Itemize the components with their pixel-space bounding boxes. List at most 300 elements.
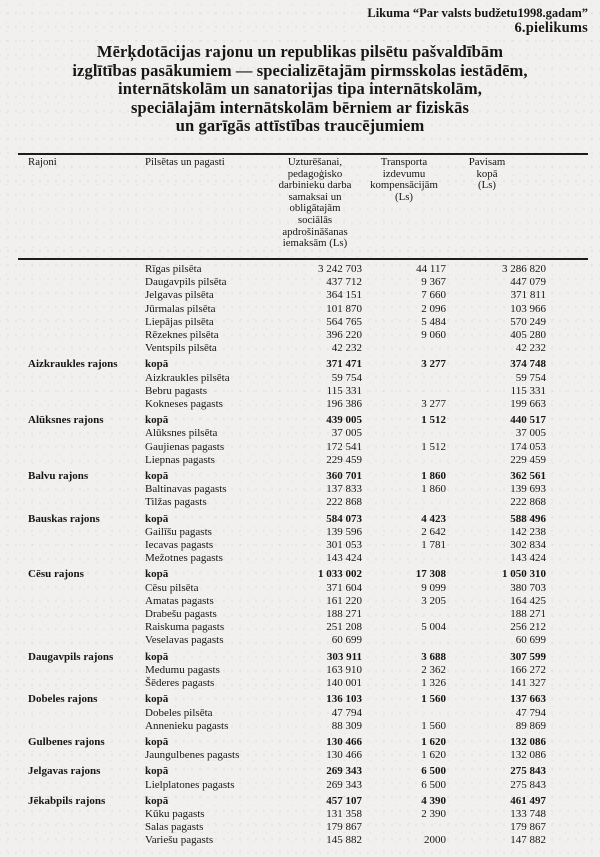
transport-cell: 2 096 [421,302,446,315]
upkeep-cell: 457 107 [326,794,362,807]
column-header-line: pedagoģisko [287,167,343,180]
transport-cell: 7 660 [421,289,446,302]
total-cell: 143 424 [510,552,546,565]
rajons-cell [18,539,145,552]
upkeep-cell: 564 765 [326,315,362,328]
transport-cell: 3 277 [421,358,446,371]
row-spacer [546,513,588,526]
total-cell: 179 867 [510,821,546,834]
total-cell: 132 086 [510,735,546,748]
upkeep-cell: 101 870 [326,302,362,315]
transport-cell: 6 500 [421,765,446,778]
total-cell: 59 754 [515,371,546,384]
table-row [18,513,588,526]
row-spacer [546,539,588,552]
title-line: internātskolām un sanatorijas tipa internātskolām, [118,79,482,99]
rajons-cell [18,621,145,634]
column-header-line: iemaksām (Ls) [282,237,348,250]
column-header-spacer [546,157,588,255]
upkeep-cell: 437 712 [326,276,362,289]
total-cell: 166 272 [510,663,546,676]
column-header-pilsetas [145,157,268,255]
rajons-cell: Balvu rajons [28,470,89,483]
total-cell: 47 794 [515,706,546,719]
upkeep-cell: 37 005 [331,427,362,440]
total-cell: 588 496 [510,512,546,525]
rajons-cell: Jēkabpils rajons [28,794,106,807]
table-row [18,651,588,664]
table-row [18,808,588,821]
row-spacer [546,316,588,329]
total-cell: 37 005 [515,427,546,440]
column-header-line: kompensācijām [370,179,438,192]
rajons-cell [18,289,145,302]
place-cell: Šēderes pagasts [145,677,215,690]
table-row [18,765,588,778]
rajons-cell [18,276,145,289]
upkeep-cell: 188 271 [326,608,362,621]
place-cell: Lielplatones pagasts [145,778,235,791]
table-row [18,483,588,496]
place-cell: Kūku pagasts [145,807,205,820]
place-cell: Medumu pagasts [145,663,220,676]
table-row [18,582,588,595]
total-cell: 461 497 [510,794,546,807]
column-header-line: samaksai un [288,190,342,203]
district-group [18,651,588,691]
upkeep-cell: 439 005 [326,414,362,427]
transport-cell: 3 688 [421,650,446,663]
row-spacer [546,276,588,289]
table-row [18,496,588,509]
table-row [18,329,588,342]
table-row [18,677,588,690]
transport-cell: 2 642 [421,525,446,538]
rajons-cell [18,779,145,792]
place-cell: Amatas pagasts [145,594,214,607]
column-header-line: Pavisam [468,156,506,168]
transport-cell: 5 004 [421,621,446,634]
transport-cell: 2 362 [421,663,446,676]
district-group [18,693,588,733]
column-header-upkeep [268,157,362,255]
transport-cell: 1 326 [421,677,446,690]
table-row [18,276,588,289]
place-cell: Iecavas pagasts [145,539,214,552]
upkeep-cell: 360 701 [326,470,362,483]
upkeep-cell: 130 466 [326,749,362,762]
transport-cell: 1 620 [421,749,446,762]
row-spacer [546,470,588,483]
place-cell: Rēzeknes pilsēta [145,329,219,342]
place-cell: Gaujienas pagasts [145,440,225,453]
transport-cell [362,821,446,834]
column-header-rajoni [18,157,145,255]
upkeep-cell: 584 073 [326,512,362,525]
row-spacer [546,372,588,385]
rajons-cell [18,677,145,690]
row-spacer [546,398,588,411]
table-row [18,316,588,329]
upkeep-cell: 222 868 [326,496,362,509]
row-spacer [546,289,588,302]
total-cell: 164 425 [510,594,546,607]
document-reference [367,6,588,37]
row-spacer [546,634,588,647]
rajons-cell [18,385,145,398]
transport-cell [362,385,446,398]
upkeep-cell: 179 867 [326,821,362,834]
transport-cell: 1 620 [421,735,446,748]
place-cell: kopā [145,735,169,748]
upkeep-cell: 303 911 [326,650,362,663]
place-cell: Ventspils pilsēta [145,342,217,355]
upkeep-cell: 3 242 703 [318,263,362,275]
annex-number: 6.pielikums [514,20,588,37]
total-cell: 139 693 [510,483,546,496]
rajons-cell [18,821,145,834]
table-row [18,372,588,385]
table-row [18,608,588,621]
upkeep-cell: 229 459 [326,453,362,466]
row-spacer [546,496,588,509]
column-header-line: (Ls) [395,190,413,203]
place-cell: Daugavpils pilsēta [145,276,227,289]
row-spacer [546,693,588,706]
rajons-cell: Alūksnes rajons [28,414,104,427]
place-cell: Veselavas pagasts [145,634,224,647]
rajons-cell [18,329,145,342]
table-row [18,398,588,411]
total-cell: 1 050 310 [502,568,546,581]
table-row [18,358,588,371]
table-row [18,568,588,581]
rajons-cell [18,582,145,595]
transport-cell: 1 860 [421,470,446,483]
total-cell: 302 834 [510,539,546,552]
table-row [18,552,588,565]
transport-cell: 3 205 [421,594,446,607]
table-row [18,263,588,276]
total-cell: 447 079 [510,276,546,289]
upkeep-cell: 130 466 [326,735,362,748]
total-cell: 147 882 [510,834,546,847]
total-cell: 174 053 [510,440,546,453]
row-spacer [546,608,588,621]
table-row [18,707,588,720]
rajons-cell [18,707,145,720]
row-spacer [546,834,588,847]
transport-cell: 9 367 [421,276,446,289]
total-cell: 188 271 [510,608,546,621]
rajons-cell [18,316,145,329]
place-cell: kopā [145,568,169,581]
upkeep-cell: 371 604 [326,581,362,594]
column-header-line: darbinieku darba [278,179,352,192]
transport-cell: 3 277 [421,398,446,411]
upkeep-cell: 301 053 [326,539,362,552]
rajons-cell: Bauskas rajons [28,512,100,525]
table-row [18,414,588,427]
upkeep-cell: 42 232 [331,342,362,355]
total-cell: 60 699 [515,634,546,647]
row-spacer [546,414,588,427]
table-row [18,385,588,398]
total-cell: 222 868 [510,496,546,509]
transport-cell [362,454,446,467]
place-cell: Tilžas pagasts [145,496,207,509]
row-spacer [546,707,588,720]
transport-cell: 1 512 [421,440,446,453]
row-spacer [546,664,588,677]
transport-cell: 9 060 [421,329,446,342]
table-row [18,779,588,792]
total-cell: 133 748 [510,807,546,820]
title-line: Mērķdotācijas rajonu un republikas pilsētu pašvaldībām [96,42,504,61]
total-cell: 229 459 [510,453,546,466]
rajons-cell [18,496,145,509]
rajons-cell [18,263,145,276]
table-row [18,289,588,302]
transport-cell: 4 390 [421,794,446,807]
transport-cell [362,634,446,647]
row-spacer [546,779,588,792]
row-spacer [546,552,588,565]
row-spacer [546,441,588,454]
transport-cell: 1 781 [421,539,446,552]
title-line: speciālajām internātskolām bērniem ar fiziskās [131,97,469,117]
upkeep-cell: 145 882 [326,834,362,847]
rajons-cell: Cēsu rajons [28,568,84,581]
total-cell: 3 286 820 [502,263,546,275]
place-cell: Kokneses pagasts [145,398,223,411]
title-line: un garīgās attīstības traucējumiem [175,116,425,136]
table-row [18,664,588,677]
place-cell: Mežotnes pagasts [145,552,223,565]
total-cell: 115 331 [510,384,546,397]
place-cell: kopā [145,512,169,525]
upkeep-cell: 59 754 [331,371,362,384]
total-cell: 275 843 [510,778,546,791]
transport-cell: 5 484 [421,315,446,328]
row-spacer [546,483,588,496]
rajons-cell [18,608,145,621]
place-cell: kopā [145,358,169,371]
district-group [18,263,588,355]
allocation-table [18,153,588,848]
table-row [18,454,588,467]
table-row [18,427,588,440]
table-row [18,634,588,647]
place-cell: Variešu pagasts [145,834,214,847]
row-spacer [546,454,588,467]
rajons-cell [18,634,145,647]
rajons-cell [18,526,145,539]
district-group [18,765,588,791]
row-spacer [546,329,588,342]
row-spacer [546,582,588,595]
total-cell: 142 238 [510,525,546,538]
transport-cell [362,608,446,621]
transport-cell [362,707,446,720]
column-header-line: Uzturēšanai, [287,156,343,168]
transport-cell: 4 423 [421,512,446,525]
column-header-line: sociālās [297,213,333,226]
total-cell: 380 703 [510,581,546,594]
row-spacer [546,385,588,398]
row-spacer [546,821,588,834]
table-row [18,621,588,634]
upkeep-cell: 161 220 [326,594,362,607]
rajons-cell: Dobeles rajons [28,693,98,706]
place-cell: Gailīšu pagasts [145,525,212,538]
table-row [18,821,588,834]
rajons-cell: Daugavpils rajons [28,650,114,663]
district-group [18,795,588,848]
table-row [18,303,588,316]
place-cell: kopā [145,414,169,427]
row-spacer [546,427,588,440]
row-spacer [546,342,588,355]
total-cell: 256 212 [510,621,546,634]
total-cell: 103 966 [510,302,546,315]
total-cell: 307 599 [510,650,546,663]
total-cell: 199 663 [510,398,546,411]
transport-cell: 2 390 [421,807,446,820]
upkeep-cell: 47 794 [331,706,362,719]
column-header-line: apdrošināšanas [282,225,348,238]
transport-cell [362,496,446,509]
rajons-cell: Jelgavas rajons [28,765,101,778]
table-row [18,526,588,539]
document-title [8,43,592,136]
row-spacer [546,595,588,608]
district-group [18,568,588,647]
table-row [18,539,588,552]
table-row [18,595,588,608]
table-row [18,693,588,706]
transport-cell: 2000 [424,834,446,847]
total-cell: 371 811 [510,289,546,302]
rajons-cell [18,552,145,565]
place-cell: Salas pagasts [145,821,204,834]
column-header-line: Pilsētas un pagasti [145,156,225,168]
row-spacer [546,720,588,733]
upkeep-cell: 251 208 [326,621,362,634]
upkeep-cell: 60 699 [331,634,362,647]
upkeep-cell: 88 309 [331,719,362,732]
upkeep-cell: 163 910 [326,663,362,676]
upkeep-cell: 1 033 002 [318,568,362,581]
total-cell: 42 232 [515,342,546,355]
column-header-line: (Ls) [478,179,496,192]
upkeep-cell: 269 343 [326,765,362,778]
table-row [18,720,588,733]
rajons-cell [18,372,145,385]
transport-cell: 44 117 [416,263,446,275]
rajons-cell [18,427,145,440]
district-group [18,470,588,510]
upkeep-cell: 139 596 [326,525,362,538]
place-cell: Drabešu pagasts [145,608,217,621]
place-cell: Bebru pagasts [145,384,208,397]
row-spacer [546,765,588,778]
upkeep-cell: 115 331 [326,384,362,397]
upkeep-cell: 131 358 [326,807,362,820]
place-cell: Annenieku pagasts [145,719,229,732]
rajons-cell [18,342,145,355]
row-spacer [546,568,588,581]
table-row [18,795,588,808]
table-row [18,736,588,749]
total-cell: 141 327 [510,677,546,690]
rajons-cell [18,834,145,847]
district-group [18,736,588,762]
upkeep-cell: 172 541 [326,440,362,453]
place-cell: Liepnas pagasts [145,453,215,466]
rajons-cell [18,441,145,454]
total-cell: 570 249 [510,315,546,328]
place-cell: kopā [145,765,169,778]
transport-cell: 6 500 [421,778,446,791]
table-body [18,260,588,848]
place-cell: Liepājas pilsēta [145,315,214,328]
upkeep-cell: 269 343 [326,778,362,791]
place-cell: Raiskuma pagasts [145,621,225,634]
transport-cell: 9 099 [421,581,446,594]
rajons-cell [18,483,145,496]
total-cell: 132 086 [510,749,546,762]
column-header-line: Transporta [380,156,428,168]
place-cell: kopā [145,794,169,807]
row-spacer [546,808,588,821]
row-spacer [546,358,588,371]
upkeep-cell: 364 151 [326,289,362,302]
row-spacer [546,749,588,762]
row-spacer [546,526,588,539]
title-line: izglītības pasākumiem — specializētajām pirmsskolas iestādēm, [72,60,528,80]
total-cell: 374 748 [510,358,546,371]
upkeep-cell: 136 103 [326,693,362,706]
row-spacer [546,795,588,808]
upkeep-cell: 143 424 [326,552,362,565]
row-spacer [546,303,588,316]
place-cell: Rīgas pilsēta [145,263,202,275]
upkeep-cell: 196 386 [326,398,362,411]
place-cell: Jelgavas pilsēta [145,289,214,302]
place-cell: Alūksnes pilsēta [145,427,218,440]
rajons-cell [18,749,145,762]
district-group [18,414,588,467]
place-cell: Baltinavas pagasts [145,483,227,496]
transport-cell [362,552,446,565]
transport-cell [362,372,446,385]
place-cell: Jūrmalas pilsēta [145,302,216,315]
column-header-transport [362,157,446,255]
transport-cell: 1 860 [421,483,446,496]
row-spacer [546,651,588,664]
row-spacer [546,621,588,634]
table-row [18,749,588,762]
rajons-cell [18,720,145,733]
transport-cell: 1 560 [421,693,446,706]
place-cell: kopā [145,650,169,663]
column-header-line: izdevumu [382,167,426,180]
district-group [18,513,588,566]
place-cell: Aizkraukles pilsēta [145,371,230,384]
place-cell: kopā [145,693,169,706]
table-row [18,342,588,355]
